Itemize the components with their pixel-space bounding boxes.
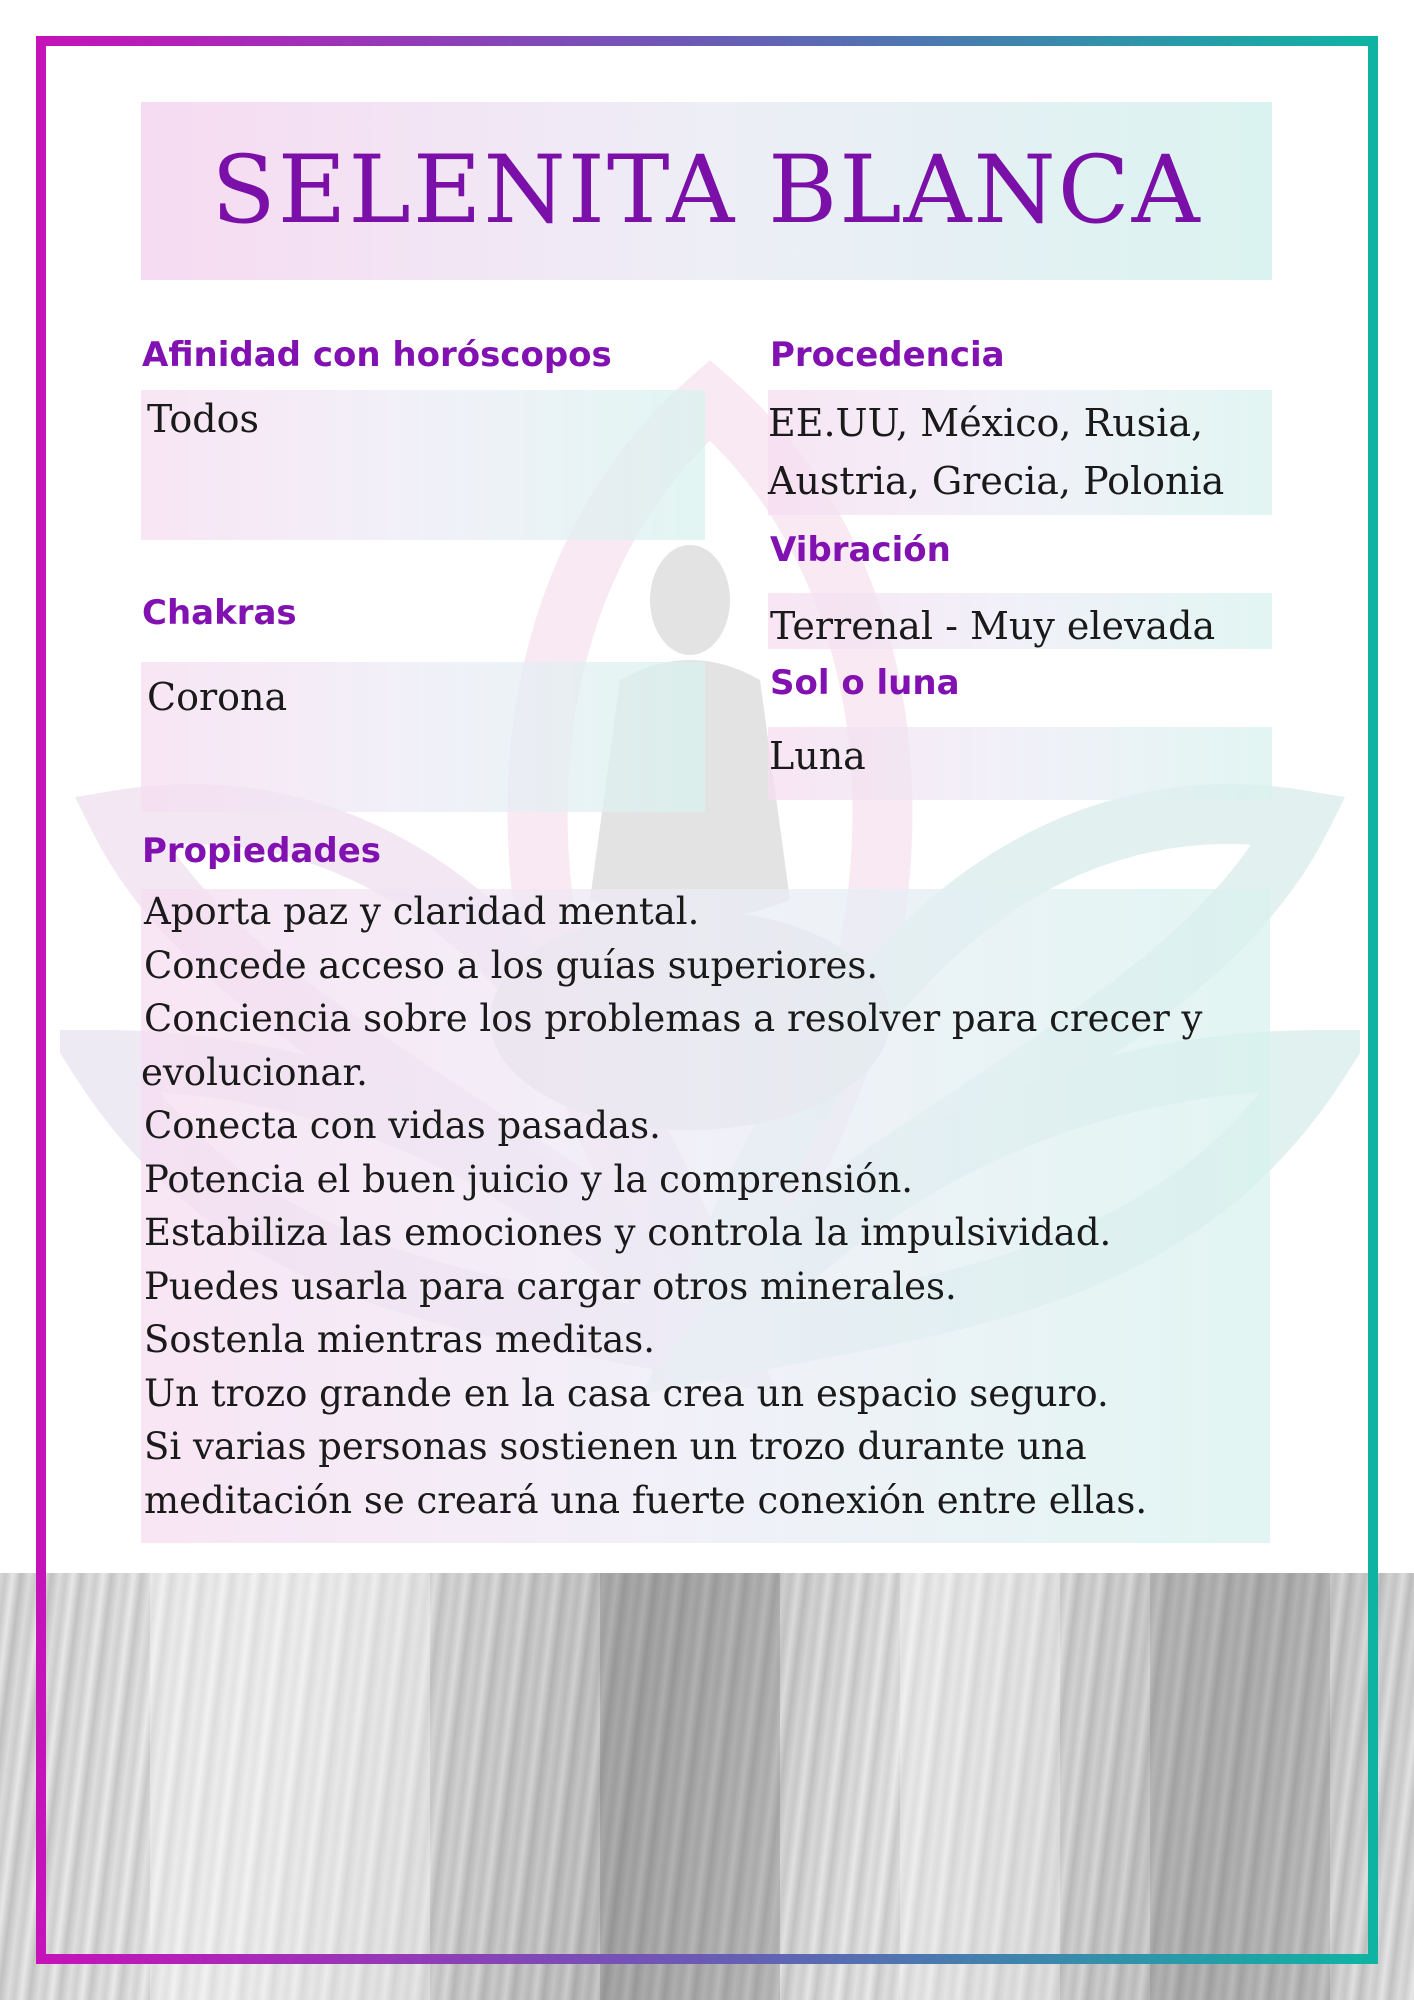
propiedad-item: Conciencia sobre los problemas a resolver para crecer y xyxy=(144,997,1203,1040)
procedencia-label: Procedencia xyxy=(770,335,1005,375)
horoscopos-value: Todos xyxy=(147,397,259,441)
title-banner xyxy=(141,102,1272,280)
propiedades-box xyxy=(141,889,1270,1543)
page-title: SELENITA BLANCA xyxy=(211,136,1202,245)
propiedad-item: Conecta con vidas pasadas. xyxy=(144,1104,661,1147)
propiedad-item: Sostenla mientras meditas. xyxy=(144,1318,656,1361)
sol-luna-label: Sol o luna xyxy=(770,663,960,703)
propiedad-item: Estabiliza las emociones y controla la impulsividad. xyxy=(144,1211,1112,1254)
vibracion-label: Vibración xyxy=(770,530,951,570)
propiedad-item: meditación se creará una fuerte conexión entre ellas. xyxy=(144,1478,1148,1522)
chakras-label: Chakras xyxy=(142,593,297,633)
propiedad-item: evolucionar. xyxy=(141,1050,368,1094)
propiedad-item: Concede acceso a los guías superiores. xyxy=(144,943,879,987)
propiedad-item: Si varias personas sostienen un trozo durante una xyxy=(144,1425,1087,1468)
propiedad-item: Aporta paz y claridad mental. xyxy=(144,890,700,933)
propiedad-item: Potencia el buen juicio y la comprensión. xyxy=(144,1157,914,1201)
sol-luna-box xyxy=(768,727,1272,800)
horoscopos-label: Afinidad con horóscopos xyxy=(142,335,612,375)
selenite-photo xyxy=(0,1573,1414,2000)
vibracion-box xyxy=(768,593,1272,649)
procedencia-line: Austria, Grecia, Polonia xyxy=(768,459,1225,503)
propiedades-label: Propiedades xyxy=(142,831,382,871)
chakras-box xyxy=(141,662,705,812)
procedencia-line: EE.UU, México, Rusia, xyxy=(768,401,1204,445)
chakras-value: Corona xyxy=(147,675,288,719)
procedencia-box xyxy=(768,390,1272,515)
sol-luna-value: Luna xyxy=(769,734,866,778)
horoscopos-box xyxy=(141,390,705,540)
propiedad-item: Un trozo grande en la casa crea un espacio seguro. xyxy=(144,1371,1109,1415)
vibracion-value: Terrenal - Muy elevada xyxy=(770,604,1216,648)
propiedad-item: Puedes usarla para cargar otros minerales. xyxy=(144,1264,957,1308)
